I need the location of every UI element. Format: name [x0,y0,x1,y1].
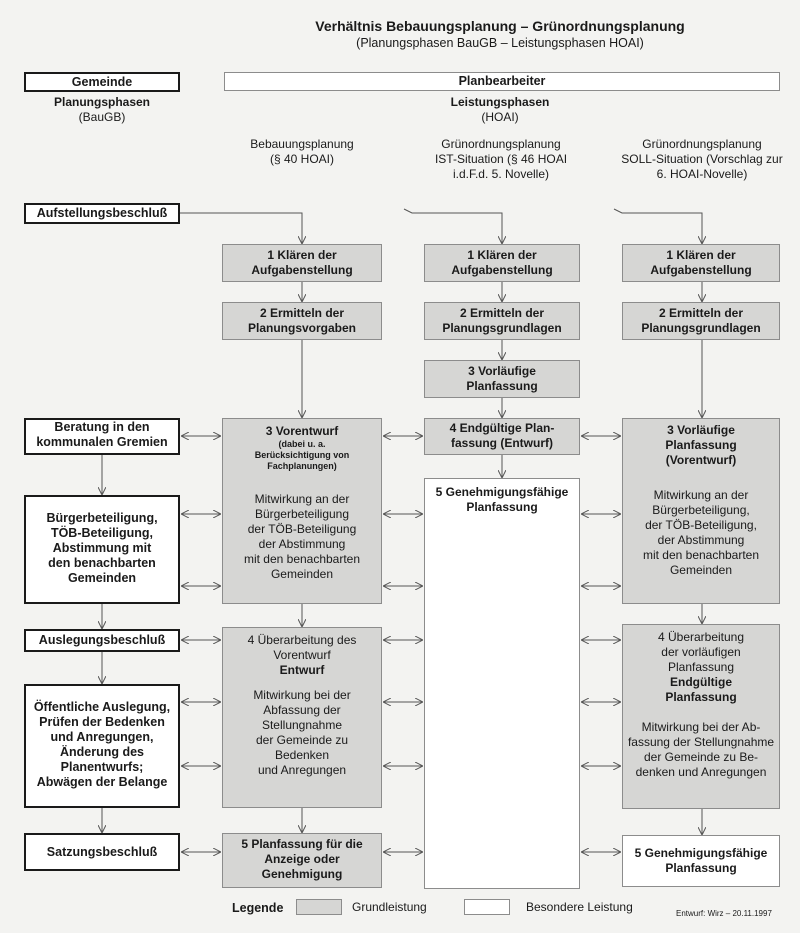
planbearbeiter-header: Planbearbeiter [224,72,780,91]
step-satzungsbeschluss: Satzungsbeschluß [24,833,180,871]
bp-step-3-body: Mitwirkung an der Bürgerbeteiligung der TÖB-Beteiligung der Abstimmung mit den benachbarten Gemeinden [243,492,361,581]
bp-step-4-bold: Entwurf [279,663,325,677]
bp-step-2: 2 Ermitteln der Planungsvorgaben [222,302,382,340]
footnote: Entwurf: Wirz – 20.11.1997 [676,909,772,918]
bp-step-1: 1 Klären der Aufgabenstellung [222,244,382,282]
column-go-soll: Grünordnungsplanung SOLL-Situation (Vorschlag zur 6. HOAI-Novelle) [621,137,783,181]
page-subtitle: (Planungsphasen BauGB – Leistungsphasen HOAI) [356,36,644,50]
soll-step-4-bold: Endgültige Planfassung [665,675,737,704]
gemeinde-header: Gemeinde [24,72,180,92]
soll-step-4-body: Mitwirkung bei der Ab- fassung der Stellungnahme der Gemeinde zu Be- denken und Anregungen [627,720,775,779]
arrow-ist-start [404,209,502,243]
step-beratung: Beratung in den kommunalen Gremien [24,418,180,455]
column-bebauungsplanung: Bebauungsplanung (§ 40 HOAI) [250,137,354,166]
ist-step-5: 5 Genehmigungsfähige Planfassung [424,478,580,889]
legend-title: Legende [232,901,284,915]
arrow-soll-start [614,209,702,243]
hoai-label: (HOAI) [481,110,519,124]
planungsphasen-label: Planungsphasen [53,95,151,109]
bp-step-5: 5 Planfassung für die Anzeige oder Genehmigung [222,833,382,888]
bp-step-3-note: (dabei u. a. Berücksichtigung von Fachplanungen) [254,439,350,471]
ist-step-1: 1 Klären der Aufgabenstellung [424,244,580,282]
step-aufstellungsbeschluss: Aufstellungsbeschluß [24,203,180,224]
bp-step-4-title: 4 Überarbeitung des Vorentwurf [247,633,357,662]
column-go-ist: Grünordnungsplanung IST-Situation (§ 46 HOAI i.d.F.d. 5. Novelle) [434,137,568,181]
step-oeffentliche-auslegung: Öffentliche Auslegung, Prüfen der Bedenken und Anregungen, Änderung des Planentwurfs; Abwägen der Belange [24,684,180,808]
soll-step-2: 2 Ermitteln der Planungsgrundlagen [622,302,780,340]
arrow-aufstellung-bp [180,213,302,243]
legend-label-besondere: Besondere Leistung [526,900,633,914]
soll-step-4-title: 4 Überarbeitung der vorläufigen Planfassung [657,630,745,674]
soll-step-1: 1 Klären der Aufgabenstellung [622,244,780,282]
soll-step-3-body: Mitwirkung an der Bürgerbeteiligung, der TÖB-Beteiligung, der Abstimmung mit den benachbarten Gemeinden [642,488,760,577]
baugb-label: (BauGB) [78,110,126,124]
ist-step-4: 4 Endgültige Plan- fassung (Entwurf) [424,418,580,455]
soll-step-5: 5 Genehmigungsfähige Planfassung [622,835,780,887]
leistungsphasen-label: Leistungsphasen [450,95,550,109]
bp-step-3-title: 3 Vorentwurf [265,424,339,438]
ist-step-3: 3 Vorläufige Planfassung [424,360,580,398]
page-title: Verhältnis Bebauungsplanung – Grünordnungsplanung [315,18,685,34]
ist-step-2: 2 Ermitteln der Planungsgrundlagen [424,302,580,340]
legend-label-grund: Grundleistung [352,900,427,914]
soll-step-3-title: 3 Vorläufige Planfassung (Vorentwurf) [665,423,737,467]
step-buergerbeteiligung: Bürgerbeteiligung, TÖB-Beteiligung, Abstimmung mit den benachbarten Gemeinden [24,495,180,604]
bp-step-4-body: Mitwirkung bei der Abfassung der Stellungnahme der Gemeinde zu Bedenken und Anregungen [253,688,351,777]
step-auslegungsbeschluss: Auslegungsbeschluß [24,629,180,652]
